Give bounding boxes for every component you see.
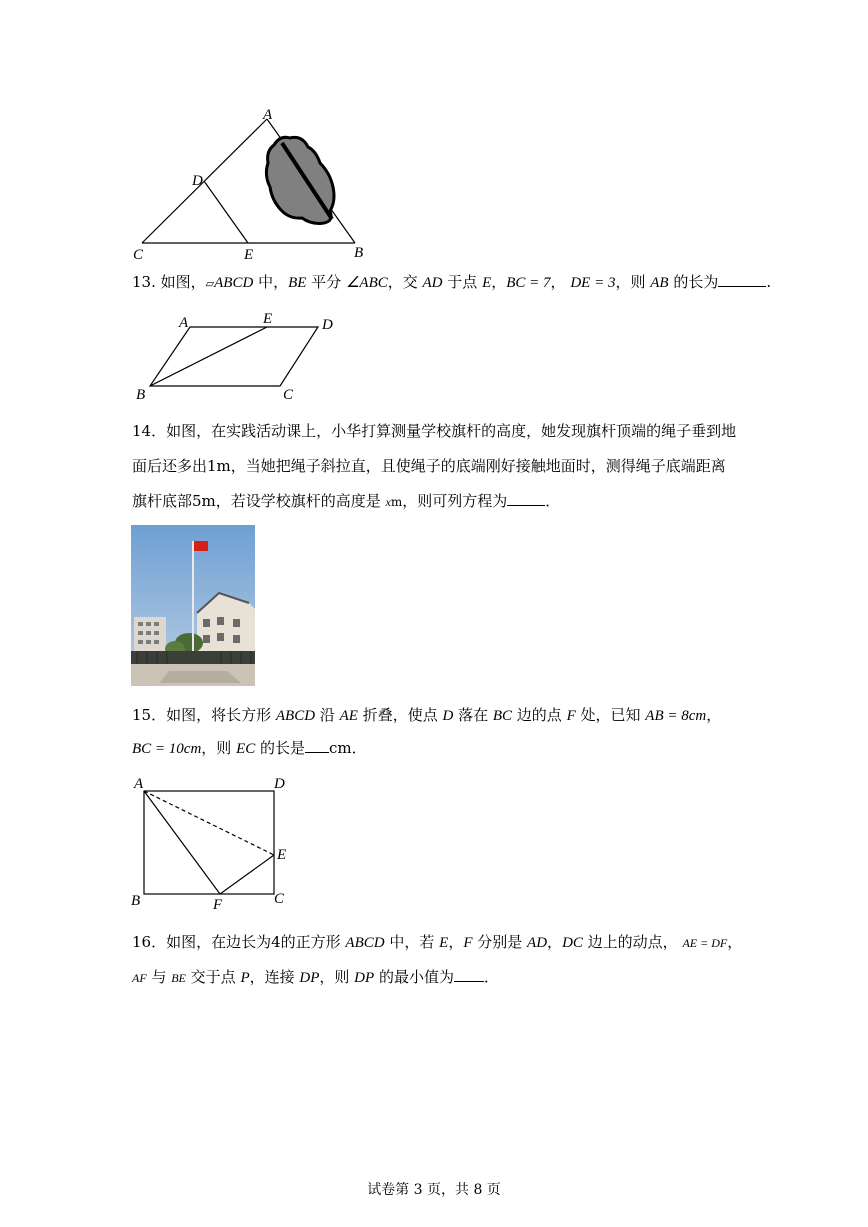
label-B: B xyxy=(136,387,146,403)
label-C: C xyxy=(274,891,285,907)
segment-BE xyxy=(150,327,267,386)
question-number: 15． xyxy=(132,706,167,724)
segment-AF xyxy=(144,791,220,894)
label-E: E xyxy=(277,847,287,863)
figure-triangle-with-blot xyxy=(130,105,370,265)
label-A: A xyxy=(134,776,144,792)
label-E: E xyxy=(244,247,254,263)
question-16-line-1: 16．如图，在边长为4的正方形 ABCD 中，若 E，F 分别是 AD，DC 边上的动点， AE = DF， xyxy=(132,933,743,951)
label-A: A xyxy=(263,107,273,123)
label-A: A xyxy=(179,315,189,331)
answer-blank[interactable] xyxy=(454,967,484,982)
answer-blank[interactable] xyxy=(305,738,329,753)
figure-folded-rectangle xyxy=(128,772,308,912)
figure-parallelogram xyxy=(130,308,350,403)
question-16-line-2: AF 与 BE 交于点 P，连接 DP，则 DP 的最小值为 ． xyxy=(132,968,499,986)
label-B: B xyxy=(354,245,364,261)
label-D: D xyxy=(192,173,203,189)
label-E: E xyxy=(263,311,273,327)
label-C: C xyxy=(133,247,144,263)
question-15-line-1: 15．如图，将长方形 ABCD 沿 AE 折叠，使点 D 落在 BC 边的点 F 处，已知 AB = 8cm， xyxy=(132,706,722,724)
question-14-line-2: 面后还多出1m，当她把绳子斜拉直，且使绳子的底端刚好接触地面时，测得绳子底端距离 xyxy=(132,457,726,475)
page-footer: 试卷第 3 页，共 8 页 xyxy=(367,1182,501,1198)
question-13: 13. 如图，▱ABCD 中，BE 平分 ∠ABC，交 AD 于点 E，BC = 7， DE = 3，则 AB 的长为 . xyxy=(132,273,772,291)
label-B: B xyxy=(131,893,141,909)
question-14-line-1: 14．如图，在实践活动课上，小华打算测量学校旗杆的高度，她发现旗杆顶端的绳子垂到地 xyxy=(132,422,737,440)
ink-blot xyxy=(266,137,334,223)
label-D: D xyxy=(274,776,285,792)
label-F: F xyxy=(213,897,223,913)
question-15-line-2: BC = 10cm，则 EC 的长是 cm． xyxy=(132,739,367,757)
question-number: 13. xyxy=(132,273,156,291)
segment-AE-dashed xyxy=(144,791,274,855)
question-number: 16． xyxy=(132,933,167,951)
answer-blank[interactable] xyxy=(507,491,545,506)
question-14-line-3: 旗杆底部5m，若设学校旗杆的高度是 xm，则可列方程为 ． xyxy=(132,492,561,510)
flagpole-photo xyxy=(131,525,255,686)
segment-DE xyxy=(204,181,248,243)
parallelogram-ABCD xyxy=(150,327,318,386)
label-D: D xyxy=(322,317,333,333)
label-C: C xyxy=(283,387,294,403)
segment-FE xyxy=(220,855,274,894)
answer-blank[interactable] xyxy=(718,272,766,287)
question-number: 14． xyxy=(132,422,167,440)
parallelogram-symbol: ▱ xyxy=(205,277,215,290)
